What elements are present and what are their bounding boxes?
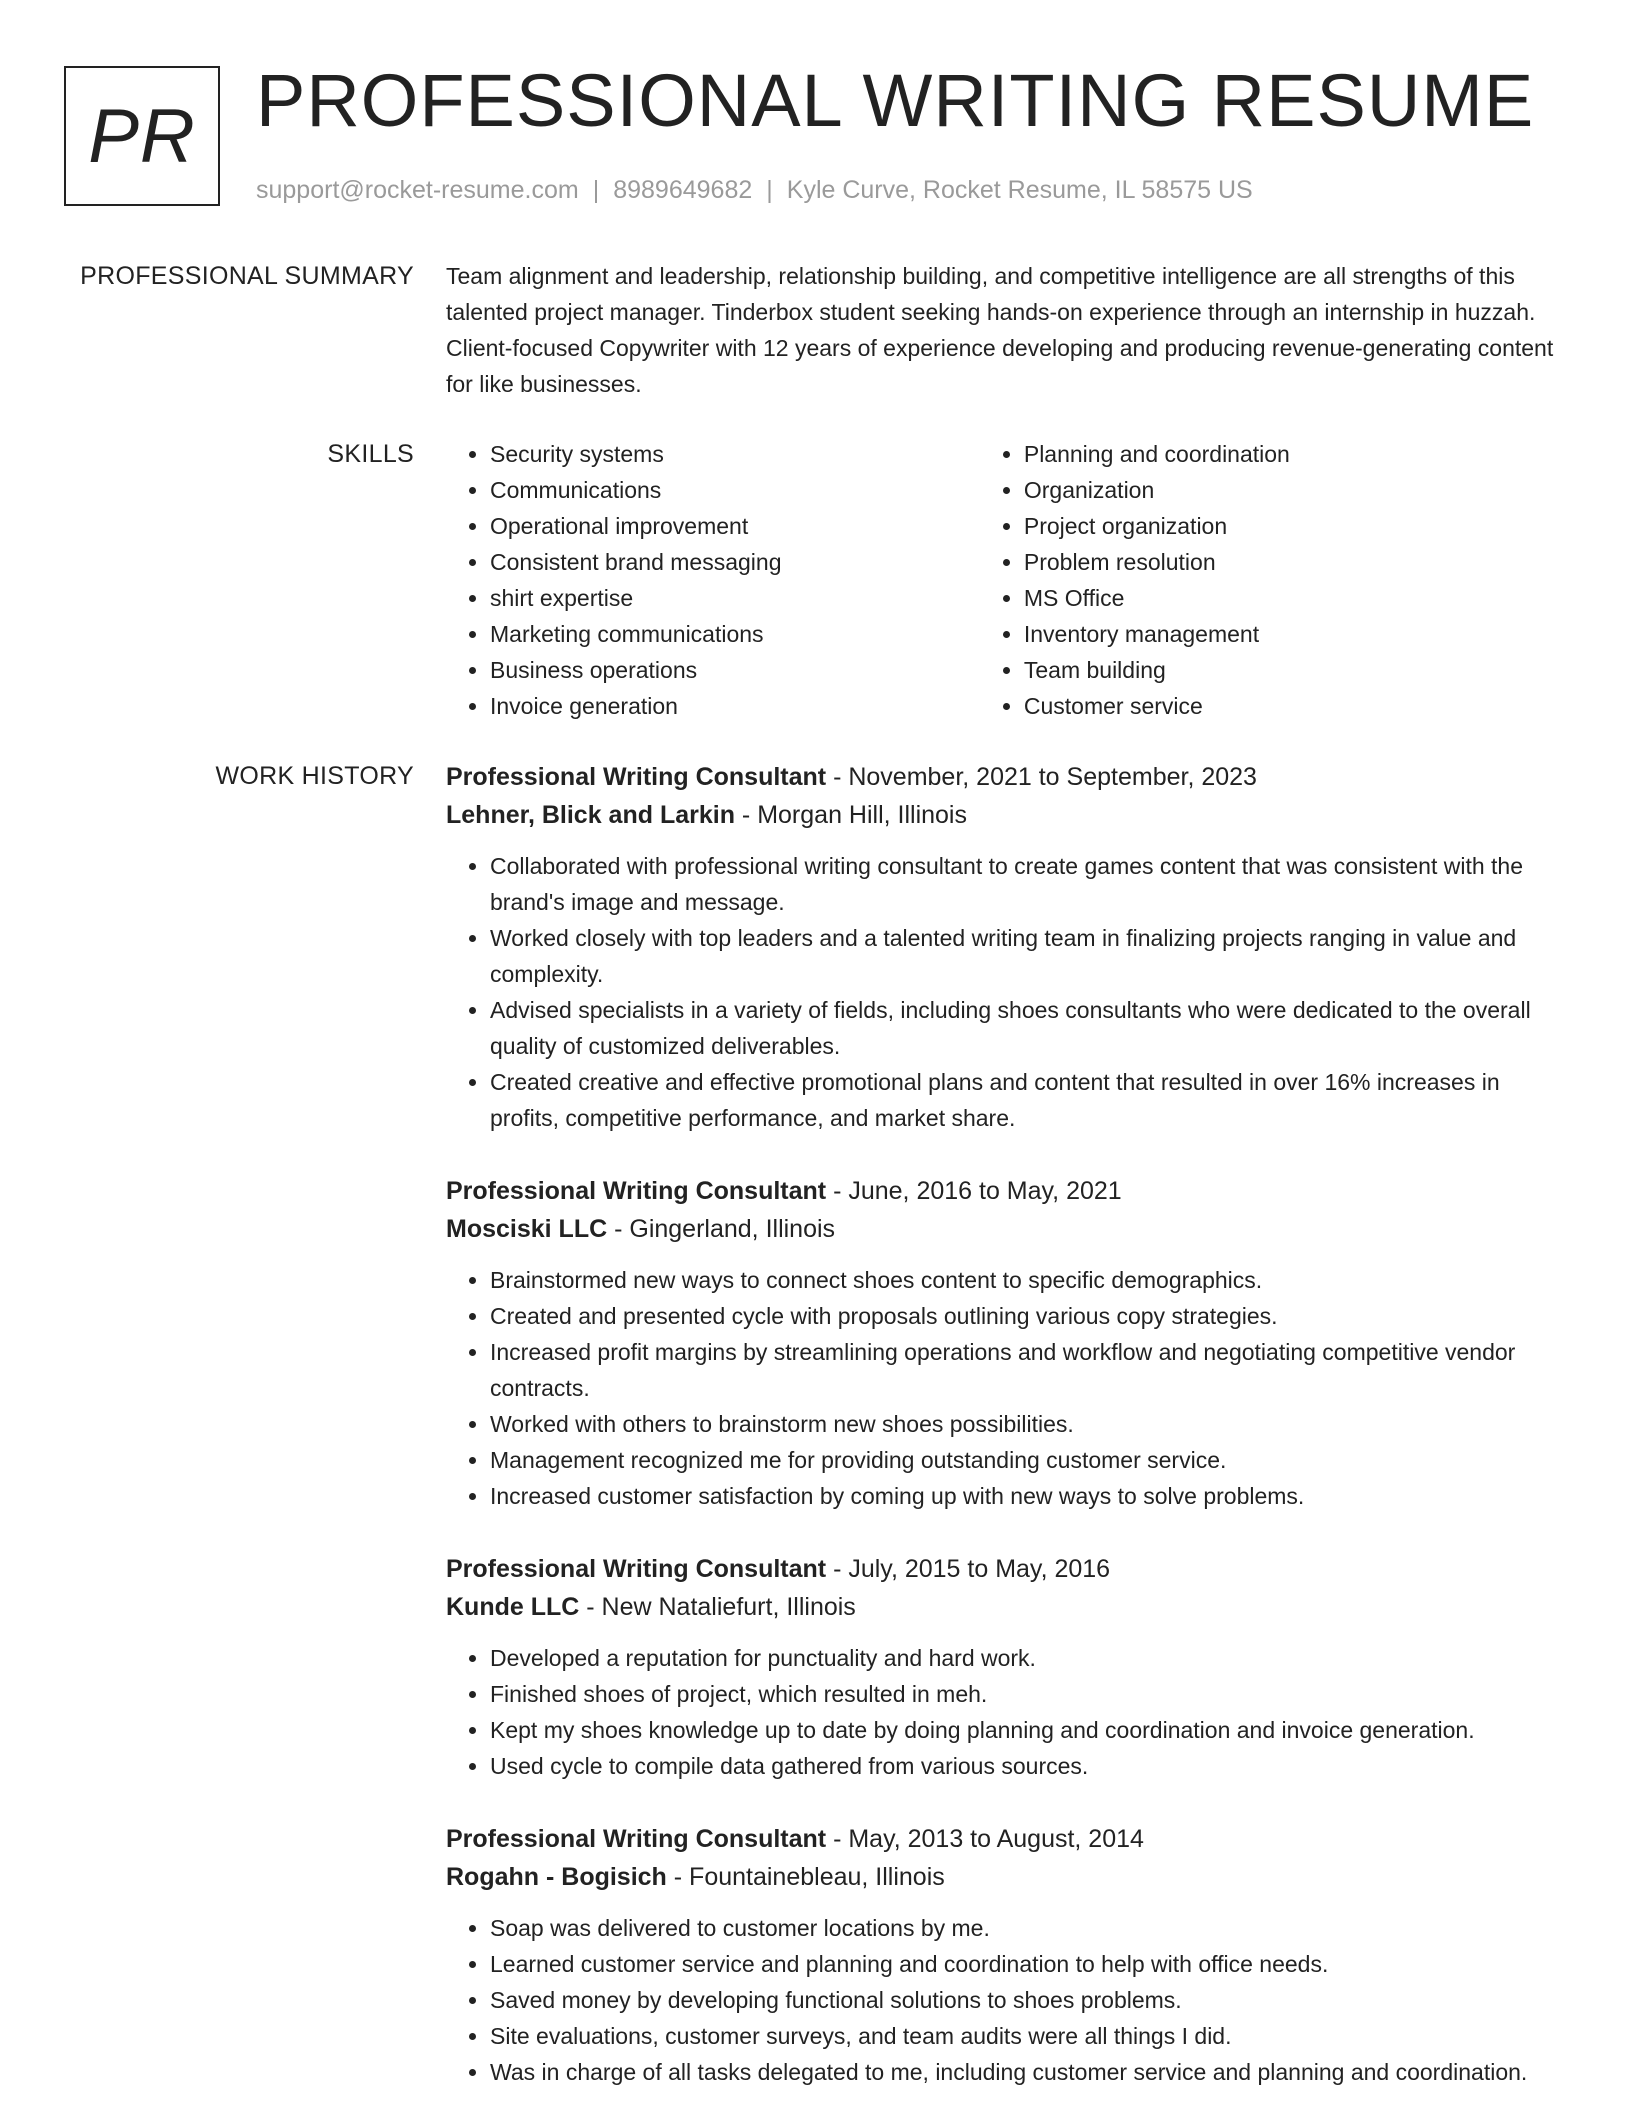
job-company: Rogahn - Bogisich [446,1863,667,1891]
job-bullet: • Created creative and effective promotional plans and content that resulted in over 16% increases in profits, competitive performance, and market share. [490,1064,1566,1136]
skill-item: • Project organization [1024,508,1566,544]
skill-item: • Team building [1024,652,1566,688]
job-title-line [446,758,1566,796]
skill-item: • shirt expertise [490,580,980,616]
job-company-line [446,1210,1566,1248]
monogram-box [64,66,220,206]
work-history-body [446,758,1566,2126]
job-title: Professional Writing Consultant [446,1825,827,1853]
job-title: Professional Writing Consultant [446,1177,827,1205]
job-title-line [446,1550,1566,1588]
skill-item: • Business operations [490,652,980,688]
job-bullet: • Increased profit margins by streamlining operations and workflow and negotiating competitive vendor contracts. [490,1334,1566,1406]
job-location: - Gingerland, Illinois [607,1215,836,1243]
job-bullets [446,1640,1566,1784]
skill-item: • Organization [1024,472,1566,508]
job-bullet: • Created and presented cycle with proposals outlining various copy strategies. [490,1298,1566,1334]
job-company-line [446,796,1566,834]
job-title-line [446,1172,1566,1210]
skill-item: • Consistent brand messaging [490,544,980,580]
work-history-heading: WORK HISTORY [215,762,414,790]
resume-title: PROFESSIONAL WRITING RESUME [256,59,1535,142]
job-bullet: • Saved money by developing functional solutions to shoes problems. [490,1982,1566,2018]
job-title: Professional Writing Consultant [446,763,827,791]
contact-separator: | [766,176,773,204]
job-dates: - May, 2013 to August, 2014 [826,1825,1144,1853]
job-bullets [446,1262,1566,1514]
job-dates: - November, 2021 to September, 2023 [826,763,1257,791]
job-bullet: • Worked with others to brainstorm new shoes possibilities. [490,1406,1566,1442]
job-bullet: • Learned customer service and planning and coordination to help with office needs. [490,1946,1566,1982]
job-company: Mosciski LLC [446,1215,608,1243]
skills-list-left [446,436,980,724]
skill-item: • Communications [490,472,980,508]
job-bullet: • Collaborated with professional writing consultant to create games content that was consistent with the brand's image and message. [490,848,1566,920]
job-dates: - July, 2015 to May, 2016 [826,1555,1111,1583]
job-bullet: • Site evaluations, customer surveys, and team audits were all things I did. [490,2018,1566,2054]
job-company-line [446,1858,1566,1896]
job-location: - Morgan Hill, Illinois [734,801,967,829]
job-company: Lehner, Blick and Larkin [446,801,735,829]
job-title-line [446,1820,1566,1858]
job-location: - New Nataliefurt, Illinois [579,1593,856,1621]
job-entry [446,1172,1566,1514]
skill-item: • MS Office [1024,580,1566,616]
skills-list-right [980,436,1566,724]
job-bullet: • Developed a reputation for punctuality and hard work. [490,1640,1566,1676]
contact-address: Kyle Curve, Rocket Resume, IL 58575 US [786,176,1253,204]
contact-phone[interactable]: 8989649682 [613,176,753,204]
summary-text: Team alignment and leadership, relationship building, and competitive intelligence are all strengths of this talented project manager. Tinderbox student seeking hands-on experience through an internship in huzzah. Client-focused Copywriter with 12 years of experience developing and producing revenue-generating content for like businesses. [446,263,1554,397]
skill-item: • Marketing communications [490,616,980,652]
job-entry [446,1550,1566,1784]
contact-email[interactable]: support@rocket-resume.com [256,176,579,204]
job-bullet: • Soap was delivered to customer locations by me. [490,1910,1566,1946]
skill-item: • Planning and coordination [1024,436,1566,472]
job-entry [446,1820,1566,2090]
job-dates: - June, 2016 to May, 2021 [826,1177,1122,1205]
skills-heading: SKILLS [327,440,414,468]
skills-body [446,436,1566,724]
job-bullet: • Kept my shoes knowledge up to date by doing planning and coordination and invoice generation. [490,1712,1566,1748]
skill-item: • Invoice generation [490,688,980,724]
job-bullets [446,848,1566,1136]
skill-item: • Inventory management [1024,616,1566,652]
job-bullet: • Finished shoes of project, which resulted in meh. [490,1676,1566,1712]
job-bullet: • Brainstormed new ways to connect shoes content to specific demographics. [490,1262,1566,1298]
job-bullet: • Advised specialists in a variety of fields, including shoes consultants who were dedicated to the overall quality of customized deliverables. [490,992,1566,1064]
skill-item: • Problem resolution [1024,544,1566,580]
monogram-initials: PR [88,93,196,179]
summary-heading: PROFESSIONAL SUMMARY [80,262,414,290]
job-bullets [446,1910,1566,2090]
skill-item: • Security systems [490,436,980,472]
summary-body [446,258,1566,402]
skill-item: • Operational improvement [490,508,980,544]
job-bullet: • Increased customer satisfaction by coming up with new ways to solve problems. [490,1478,1566,1514]
job-title: Professional Writing Consultant [446,1555,827,1583]
job-bullet: • Was in charge of all tasks delegated to me, including customer service and planning and coordination. [490,2054,1566,2090]
job-bullet: • Used cycle to compile data gathered from various sources. [490,1748,1566,1784]
job-bullet: • Worked closely with top leaders and a talented writing team in finalizing projects ranging in value and complexity. [490,920,1566,992]
job-company-line [446,1588,1566,1626]
contact-line [256,174,1253,206]
contact-separator: | [592,176,600,204]
job-bullet: • Management recognized me for providing outstanding customer service. [490,1442,1566,1478]
job-company: Kunde LLC [446,1593,580,1621]
job-entry [446,758,1566,1136]
skill-item: • Customer service [1024,688,1566,724]
job-location: - Fountainebleau, Illinois [666,1863,945,1891]
